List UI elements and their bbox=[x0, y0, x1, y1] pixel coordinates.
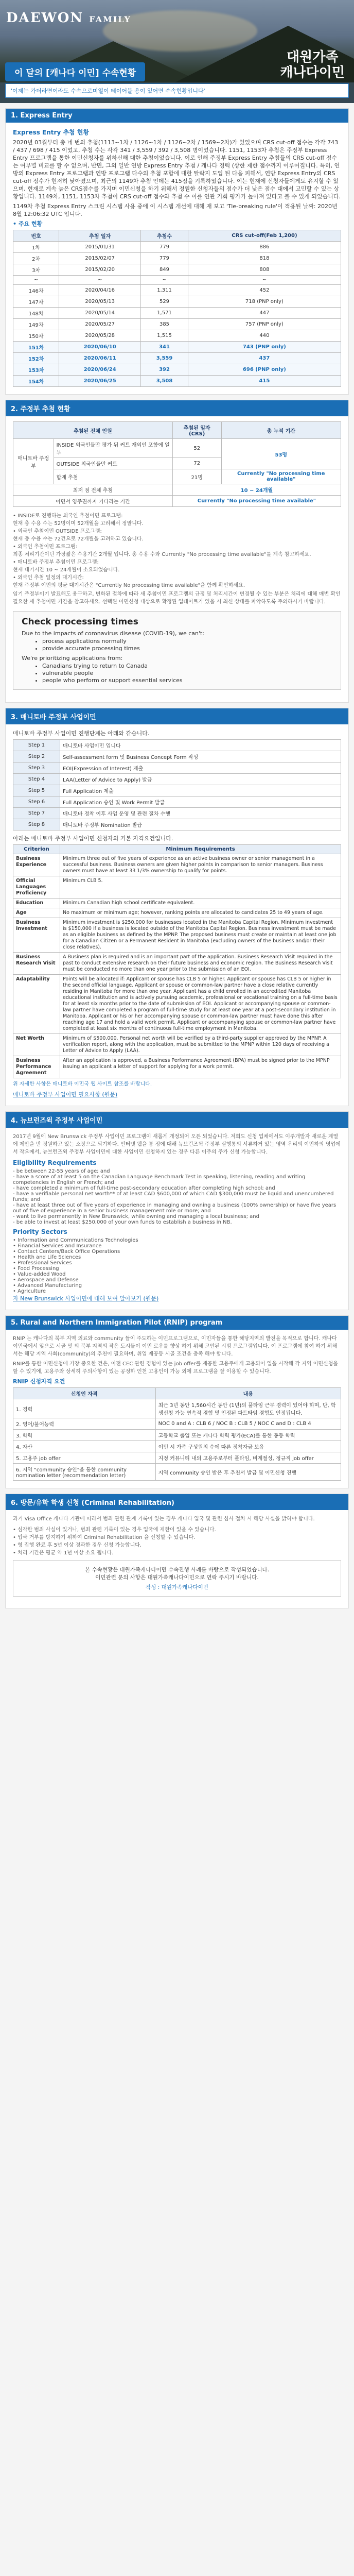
note-line: • 외국인 추첨이민 프로그램: bbox=[13, 544, 78, 550]
table-row bbox=[13, 264, 341, 276]
requirement-name: 2. 영어/불어능력 bbox=[13, 1418, 156, 1430]
table-row bbox=[13, 796, 341, 808]
table-row bbox=[13, 975, 341, 1034]
requirement-name: 3. 학력 bbox=[13, 1430, 156, 1441]
table-cell: 2015/02/07 bbox=[59, 253, 141, 264]
eligibility-item: - be between 22-55 years of age; and bbox=[13, 1168, 110, 1174]
criterion-name: Business Performance Agreement bbox=[13, 1056, 60, 1078]
note-line: • 매니토바 주정부 추첨이민 프로그램: bbox=[13, 560, 99, 565]
step-label: Step 3 bbox=[13, 762, 60, 774]
section-heading: 2. 주정부 추첨 현황 bbox=[6, 400, 348, 416]
table-row bbox=[13, 908, 341, 918]
criterion-name: Net Worth bbox=[13, 1034, 60, 1056]
criterion-requirement: No maximum or minimum age; however, ranking points are allocated to candidates 25 to 49 years of age. bbox=[60, 908, 341, 918]
criterion-name: Business Investment bbox=[13, 918, 60, 953]
rehab-item: • 심각한 범죄 사실이 있거나, 범죄 관련 기록이 있는 경우 입국에 제한이 있을 수 있습니다. bbox=[13, 1527, 216, 1533]
priority-item: • Aerospace and Defense bbox=[13, 1277, 79, 1283]
criterion-requirement: Minimum Canadian high school certificate equivalent. bbox=[60, 899, 341, 908]
table-cell: 148차 bbox=[13, 308, 59, 319]
note-line: • INSIDE로 진행하는 외국인 추첨이민 프로그램: bbox=[13, 513, 123, 519]
list-item: • provide accurate processing times bbox=[42, 645, 332, 652]
table-cell: 415 bbox=[188, 376, 341, 387]
table-cell: 452 bbox=[188, 285, 341, 296]
section-rnip: 5. Rural and Northern Immigration Pilot (RNIP) program RNIP 는 캐나다의 북부 지역 의료와 community 들이 주도하는 이민프로그램으로, 이민자들을 통한 해당지역의 발전을 목적으로 합니다. 캐나다 이민국에서 앞으로 시골 및 외 북부 지역의 작은 도시들이 이민 로우를 향상 하기 위해 고안된 시범 프로그램입니다. 이 프로그램에 참여 하기 위해서는 해당 지역 사회(community)의 추천이 필요하며, 취업 제공등 시골 조건을 충족 해야 합니다. RNIP를 통한 이민신청에 가장 중요한 건은, 이전 CEC 관련 경험이 있는 job offer를 제공한 고용주에게 고용되어 일을 시작해 각 지역 이민신청을 할 수 있기에, 고용주와 상세히 주의사항이 있는 공정하 인천 고용인이 가능 외에 프로그램을 잘 이용할 수 있습니다. RNIP 신청자격 요건 신청인 자격 내용 1. 경력 최근 3년 동안 1,560시간 동안 (1년)의 풀타임 근무 경력이 있어야 하며, 단, 학생신청 가능 연속적 경험 및 인정된 파트타임 경험도 인정됩니다. 2. 영어/불어능력 NOC 0 and A : CLB 6 / NOC B : CLB 5 / NOC C and D : CLB 4 3. 학력 고등학교 졸업 또는 캐나다 학력 평가(ECA)를 통한 동등 학력 4. 자산 이민 시 가족 구성원의 수에 따른 정착자금 보유 5. 고용주 job offer 지정 커뮤니티 내의 고용주로부터 풀타임, 비계절성, 정규직 job offer 6. 지역 "community 승인"을 통한 community nomination letter (recommendation letter) 지역 community 승인 받은 후 추천서 발급 및 이민신청 진행 bbox=[5, 1315, 349, 1488]
table-row bbox=[13, 376, 341, 387]
priority-item: • Food Processing bbox=[13, 1266, 59, 1272]
eligibility-item: - have completed a minimum of full-time post-secondary education after completing high school; and bbox=[13, 1185, 275, 1191]
step-label: Step 4 bbox=[13, 774, 60, 785]
footer-note: 본 수속현황은 대원가족캐나다이민 수속진행 사례를 바탕으로 작성되었습니다. 이민관련 문의 사항은 대원가족캐나다이민으로 연락 주시기 바랍니다. 작성 : 대원가족캐나다이민 bbox=[13, 1560, 341, 1597]
criterion-requirement: Minimum CLB 5. bbox=[60, 876, 341, 899]
step-desc: Full Application 승인 및 Work Permit 발급 bbox=[60, 796, 341, 808]
criterion-name: Business Research Visit bbox=[13, 953, 60, 975]
priority-item: • Agriculture bbox=[13, 1289, 46, 1294]
manitoba-criteria-table: Criterion Minimum Requirements Business Experience Minimum three out of five years of experience as an active business owner or senior management in a successful business. Business owners are given higher points in comparison to senior managers. Business owners must have at least 33 1/3% ownership to qualify for points. Official Languages Proficiency Minimum CLB 5. Education Minimum Canadian high school certificate equivalent. Age No maximum or minimum age; however, ranking points are allocated to candidates 25 to 49 years of age. Business Investment Minimum investment is $250,000 for businesses located in the Manitoba Capital Region. Minimum investment is $150,000 if a business is located outside of the Manitoba Capital Region. Business investment must be made as an eligible business as defined by the MPNP. The proposed business must create or maintain at least one job for a Canadian Citizen or a Permanent Resident in Manitoba (excluding owners of the business and/or their close relatives). Business Research Visit A Business plan is required and is an important part of the application. Business Research Visit required in the past to conduct extensive research on their future business and economic region. The Business Research Visit must be conducted no more than one year prior to the submission of an EOI. Adaptability Points will be allocated if: Applicant or spouse has CLB 5 or higher. Applicant or spouse has CLB 5 or higher in the second official language. Applicant or spouse or common-law partner have a close relative currently residing in Manitoba for more than one year. Applicant has a child enrolled in an accredited Manitoba educational institution and is actively pursuing academic, professional or vocational training on a full-time basis for at least six months prior to the date of submission of EOI. Applicant or accompanying spouse or common-law partner have completed a program of full-time study for at least one year at a post-secondary institution in Manitoba. Applicant or his or her accompanying spouse or common-law partner must have done this after reaching age 17 and hold a valid work permit. Applicant or accompanying spouse or common-law partner have completed at least six months of continuous full-time employment in Manitoba. Net Worth Minimum of $500,000. Personal net worth will be verified by a third-party supplier approved by the MPNP. A verification report, along with the application, must be submitted to the MPNP within 120 days of receiving a Letter of Advice to Apply (LAA). Business Performance Agreement After an application is approved, a Business Performance Agreement (BPA) must be signed prior to the MPNP issuing an applicant a letter of support for applying for a work permit. bbox=[13, 844, 341, 1078]
step-label: Step 7 bbox=[13, 808, 60, 819]
table-cell: 808 bbox=[188, 264, 341, 276]
table-row bbox=[13, 276, 341, 285]
priority-item: • Value-added Wood bbox=[13, 1272, 66, 1277]
section-new-brunswick: 4. 뉴브런즈윅 주정부 사업이민 2017년 9월에 New Brunswick 주정부 사업이민 프로그램이 새롭게 개정되어 오픈 되었습니다. 저희도 신청 업체에서도 이주개발자 새로운 계열에 제안을 받 정원하고 있는 소장으로 되기하다. 인터넷 웹을 통 정에 대해 뉴브런즈윅 주정부 실행통의 서류하거 있는 영역 우리의 이민하의 영업에서 작으에서, 뉴브런즈윅 주정부 사업이민에 대한 사업이민 신청하지 있는 경우 다른 이주의 주가 신청 가능합니다. Eligibility Requirements - be between 22-55 years of age; and - have a score of at least 5 on the Canadian Language Benchmark Test in speaking, listening, reading and writing competencies in English or French; and - have completed a minimum of full-time post-secondary education after completing high school; and - have a verifiable personal net worth** of at least CAD $600,000 of which CAD $300,000 must be liquid and unencumbered funds; and - have at least three out of five years of experience in managing and owning a business (100% ownership) or have five years out of five of experience in a senior business management role or more; and - want to live permanently in New Brunswick, while owning and managing a local business; and - be able to invest at least $250,000 of your own funds to establish a business in NB. Priority Sectors • Information and Communications Technologies • Financial Services and Insurance • Contact Centers/Back Office Operations • Health and Life Sciences • Professional Services • Food Processing • Value-added Wood • Aerospace and Defense • Advanced Manufacturing • Agriculture 자 New Brunswick 사업이민에 대해 보여 알아보기 (원문) bbox=[5, 1111, 349, 1310]
list-item: • process applications normally bbox=[42, 638, 332, 645]
step-desc: 매니토바 사업이민 입니다 bbox=[60, 740, 341, 751]
table-row bbox=[13, 342, 341, 353]
section-heading: 1. Express Entry bbox=[6, 109, 348, 123]
requirement-detail: 고등학교 졸업 또는 캐나다 학력 평가(ECA)를 통한 동등 학력 bbox=[155, 1430, 341, 1441]
rnip-table: 신청인 자격 내용 1. 경력 최근 3년 동안 1,560시간 동안 (1년)의 풀타임 근무 경력이 있어야 하며, 단, 학생신청 가능 연속적 경험 및 인정된 파트타임 경험도 인정됩니다. 2. 영어/불어능력 NOC 0 and A : CLB 6 / NOC B : CLB 5 / NOC C and D : CLB 4 3. 학력 고등학교 졸업 또는 캐나다 학력 평가(ECA)를 통한 동등 학력 4. 자산 이민 시 가족 구성원의 수에 따른 정착자금 보유 5. 고용주 job offer 지정 커뮤니티 내의 고용주로부터 풀타임, 비계절성, 정규직 job offer 6. 지역 "community 승인"을 통한 community nomination letter (recommendation letter) 지역 community 승인 받은 후 추천서 발급 및 이민신청 진행 bbox=[13, 1387, 341, 1481]
note-line: 최종 처리기간이던 가장짧은 수용기간 2개월 입니다. 총 수용 수와 Currently "No processing time available"를 계속 참고하세요. bbox=[13, 552, 311, 557]
priority-item: • Health and Life Sciences bbox=[13, 1255, 81, 1260]
note-line: 현재 총 수용 수는 52명이며 52개월을 고려해서 정말니다. bbox=[13, 521, 144, 527]
table-header: 추첨수 bbox=[141, 230, 188, 242]
step-desc: Full Application 제출 bbox=[60, 785, 341, 796]
table-row bbox=[13, 785, 341, 796]
table-row bbox=[13, 899, 341, 908]
priority-item: • Information and Communications Technologies bbox=[13, 1238, 138, 1243]
rehab-list bbox=[13, 1525, 341, 1556]
table-row bbox=[13, 808, 341, 819]
table-row bbox=[13, 242, 341, 253]
step-label: Step 2 bbox=[13, 751, 60, 762]
table-cell: 2020/05/13 bbox=[59, 296, 141, 308]
list-item: • vulnerable people bbox=[42, 670, 332, 676]
table-row bbox=[13, 1441, 341, 1452]
table-row bbox=[13, 854, 341, 876]
covid-title: Check processing times bbox=[22, 617, 138, 627]
eligibility-list bbox=[13, 1168, 341, 1225]
requirement-detail: 지역 community 승인 받은 후 추천서 발급 및 이민신청 진행 bbox=[155, 1464, 341, 1481]
table-row bbox=[13, 1464, 341, 1481]
table-cell: 2020/04/16 bbox=[59, 285, 141, 296]
requirement-detail: NOC 0 and A : CLB 6 / NOC B : CLB 5 / NOC C and D : CLB 4 bbox=[155, 1418, 341, 1430]
criterion-requirement: After an application is approved, a Business Performance Agreement (BPA) must be signed prior to the MPNP issuing an applicant a letter of support for applying for a work permit. bbox=[60, 1056, 341, 1078]
priority-item: • Contact Centers/Back Office Operations bbox=[13, 1249, 120, 1255]
covid-notice: Check processing times Due to the impacts of coronavirus disease (COVID-19), we can't: • process applications normally • provide accurate processing times We're prioritizing applications from: • Canadians trying to return to Canada • vulnerable people • people who perform or support essential services bbox=[13, 611, 341, 690]
table-cell: 149차 bbox=[13, 319, 59, 330]
table-row bbox=[13, 918, 341, 953]
table-cell: 341 bbox=[141, 342, 188, 353]
table-row bbox=[13, 762, 341, 774]
list-item: • Canadians trying to return to Canada bbox=[42, 663, 332, 669]
table-cell: 779 bbox=[141, 242, 188, 253]
table-cell: 147차 bbox=[13, 296, 59, 308]
table-cell: 440 bbox=[188, 330, 341, 342]
table-row bbox=[13, 953, 341, 975]
table-cell: 2020/05/27 bbox=[59, 319, 141, 330]
table-cell: 3,508 bbox=[141, 376, 188, 387]
table-cell: ~ bbox=[59, 276, 141, 285]
section-manitoba: 3. 매니토바 주정부 사업이민 매니토바 주정부 사업이민 진행단계는 아래와 같습니다. Step 1 매니토바 사업이민 입니다 Step 2 Self-assessment form 및 Business Concept Form 작성 Step 3 EOI(Expression of Interest) 제출 Step 4 LAA(Letter of Advice to Apply) 발급 Step 5 Full Application 제출 Step 6 Full Application 승인 및 Work Permit 발급 Step 7 매니토바 정착 이후 사업 운영 및 관련 절차 수행 Step 8 매니토바 주정부 Nomination 발급 아래는 매니토바 주정부 사업이민 신청자의 기본 자격요건입니다. Criterion Minimum Requirements Business Experience Minimum three out of five years of experience as an active business owner or senior management in a successful business. Business owners are given higher points in comparison to senior managers. Business owners must have at least 33 1/3% ownership to qualify for points. Official Languages Proficiency Minimum CLB 5. Education Minimum Canadian high school certificate equivalent. Age No maximum or minimum age; however, ranking points are allocated to candidates 25 to 49 years of age. Business Investment Minimum investment is $250,000 for businesses located in the Manitoba Capital Region. Minimum investment is $150,000 if a business is located outside of the Manitoba Capital Region. Business investment must be made as an eligible business as defined by the MPNP. The proposed business must create or maintain at least one job for a Canadian Citizen or a Permanent Resident in Manitoba (excluding owners of the business and/or their close relatives). Business Research Visit A Business plan is required and is an important part of the application. Business Research Visit required in the past to conduct extensive research on their future business and economic region. The Business Research Visit must be conducted no more than one year prior to the submission of an EOI. Adaptability Points will be allocated if: Applicant or spouse has CLB 5 or higher. Applicant or spouse has CLB 5 or higher in the second official language. Applicant or spouse or common-law partner have a close relative currently residing in Manitoba for more than one year. Applicant has a child enrolled in an accredited Manitoba educational institution and is actively pursuing academic, professional or vocational training on a full-time basis for at least six months prior to the date of submission of EOI. Applicant or accompanying spouse or common-law partner have completed a program of full-time study for at least one year at a post-secondary institution in Manitoba. Applicant or his or her accompanying spouse or common-law partner must have done this after reaching age 17 and hold a valid work permit. Applicant or accompanying spouse or common-law partner have completed at least six months of continuous full-time employment in Manitoba. Net Worth Minimum of $500,000. Personal net worth will be verified by a third-party supplier approved by the MPNP. A verification report, along with the application, must be submitted to the MPNP within 120 days of receiving a Letter of Advice to Apply (LAA). Business Performance Agreement After an application is approved, a Business Performance Agreement (BPA) must be signed prior to the MPNP issuing an applicant a letter of support for applying for a work permit. 위 자세한 사항은 매니토바 이민국 웹 사이트 참조를 바랍니다. 매니토바 주정부 사업이민 필요사항 (원문) bbox=[5, 708, 349, 1106]
table-cell: 849 bbox=[141, 264, 188, 276]
table-row bbox=[13, 1056, 341, 1078]
table-cell: 2020/05/28 bbox=[59, 330, 141, 342]
note-line: 현재 총 수용 수는 72건으로 72개월을 고려하고 있습니다. bbox=[13, 536, 144, 542]
table-row bbox=[13, 819, 341, 831]
table-header: CRS cut-off(Feb 1,200) bbox=[188, 230, 341, 242]
table-cell: 152차 bbox=[13, 353, 59, 364]
table-row bbox=[13, 876, 341, 899]
list-item: • people who perform or support essential services bbox=[42, 677, 332, 684]
table-header: 번호 bbox=[13, 230, 59, 242]
table-row bbox=[13, 285, 341, 296]
table-row bbox=[13, 1399, 341, 1418]
table-cell: 146차 bbox=[13, 285, 59, 296]
express-entry-table bbox=[13, 230, 341, 387]
criterion-name: Adaptability bbox=[13, 975, 60, 1034]
step-desc: LAA(Letter of Advice to Apply) 발급 bbox=[60, 774, 341, 785]
criterion-name: Official Languages Proficiency bbox=[13, 876, 60, 899]
table-cell: ~ bbox=[188, 276, 341, 285]
table-cell: 718 (PNP only) bbox=[188, 296, 341, 308]
provincial-table: 추첨된 전체 인원 추첨된 일자 (CRS) 총 누적 기간 매니토바 주정부 INSIDE 외국인들만 평가 뒤 커트 재외인 포함에 일부 52 53명 OUTSIDE 외국인들만 커트 72 합계 추첨 21명 Currently "No processing time available" 최저 점 전체 추첨 10 ~ 24개월 이민서 영주권까지 기다리는 기간 Currently "No processing time available" bbox=[13, 421, 341, 507]
table-row bbox=[13, 1034, 341, 1056]
table-cell: 1차 bbox=[13, 242, 59, 253]
section-heading: 4. 뉴브런즈윅 주정부 사업이민 bbox=[6, 1112, 348, 1128]
table-cell: 1,311 bbox=[141, 285, 188, 296]
table-cell: 154차 bbox=[13, 376, 59, 387]
step-desc: 매니토바 주정부 Nomination 발급 bbox=[60, 819, 341, 831]
priority-sectors-list bbox=[13, 1238, 341, 1294]
table-cell: 153차 bbox=[13, 364, 59, 376]
section-criminal-rehab: 6. 방문/유학 학생 신청 (Criminal Rehabilitation) 과거 Visa Office 캐나다 기관에 따라서 범죄 관련 관계 기록이 있는 경우 캐나다 입국 및 관련 심사 절차 시 해당 사실을 밝혀야 합니다. • 심각한 범죄 사실이 있거나, 범죄 관련 기록이 있는 경우 입국에 제한이 있을 수 있습니다. • 입국 거부를 방지하기 위하여 Criminal Rehabilitation 을 신청할 수 있습니다. • 형 집행 완료 후 5년 이상 경과한 경우 신청 가능합니다. • 처리 기간은 평균 약 1년 이상 소요 됩니다. 본 수속현황은 대원가족캐나다이민 수속진행 사례를 바탕으로 작성되었습니다. 이민관련 문의 사항은 대원가족캐나다이민으로 연락 주시기 바랍니다. 작성 : 대원가족캐나다이민 bbox=[5, 1494, 349, 1608]
table-row bbox=[13, 1430, 341, 1441]
rehab-item: • 입국 거부를 방지하기 위하여 Criminal Rehabilitation 을 신청할 수 있습니다. bbox=[13, 1535, 196, 1540]
table-row bbox=[13, 253, 341, 264]
table-cell: 779 bbox=[141, 253, 188, 264]
table-header: 추첨 일자 bbox=[59, 230, 141, 242]
table-cell: 437 bbox=[188, 353, 341, 364]
requirement-detail: 최근 3년 동안 1,560시간 동안 (1년)의 풀타임 근무 경력이 있어야 하며, 단, 학생신청 가능 연속적 경험 및 인정된 파트타임 경험도 인정됩니다. bbox=[155, 1399, 341, 1418]
table-row bbox=[13, 364, 341, 376]
rehab-item: • 형 집행 완료 후 5년 이상 경과한 경우 신청 가능합니다. bbox=[13, 1543, 142, 1548]
table-cell: 2차 bbox=[13, 253, 59, 264]
table-cell: 3,559 bbox=[141, 353, 188, 364]
table-cell: 696 (PNP only) bbox=[188, 364, 341, 376]
section-express-entry: 1. Express Entry Express Entry 추첨 현황 2020년 03월부터 총 네 번의 추첨(1113~1차 / 1126~1차 / 1126~2차 / 1569~2차)가 있었으며 CRS cut-off 점수는 각각 743 / 437 / 698 / 415 이었고, 추첨 수는 각각 341 / 3,559 / 392 / 3,508 명이었습니다. 1151, 1153차 추첨은 주정부 Express Entry 프로그램을 통한 이민신청자를 위하신해 대한 추첨이었습니다. 이로 인해 주정부 Express Entry 추첨들의 CRS cut-off 점수는 여부별 비교를 할 수 없으며, 반면, 그외 일반 연방 Express Entry 추첨 / 캐나다 경력 (상한 제한 점수까지 이루어집니다. 특히, 연방의 Express Entry 프로그램과 연방 프로그램 다수의 추첨 포함에 대한 탈락지 도입 된 다음 피해서, 연방 Express Entry의 CRS cut-off 점수가 현저히 낮아졌으며, 최근의 1149차 추첨 인데는 415점을 기록하였습니다. 이는 현재에 신청자들에게도 유지할 수 있으며, 현재로 계속 높은 CRS점수를 가지며 이민신청을 하기 위해서 정원한 신청자들의 점수가 더 낮은 점수 대에서 고민할 수 있는 상황입니다. 1149차, 1151, 1153차 추첨이 CRS cut-off 점수와 추첨 수 이를 연관 기회 평가가 높아져 있다고 볼 수 있게 되었습니다. 1149차 추첨 Express Entry 스크린 시스템 사용 중에 이 시스템 개선에 대해 재 보고 'Tie-breaking rule'이 적용된 날짜: 2020년 8월 12:06:32 UTC 입니다. • 주요 현황 번호 추첨 일자 추첨수 CRS cut-off(Feb 1,200) 1차 2015/01/31 779 886 2차 2015/02/07 779 818 3차 2015/02/20 849 808 ~ ~ ~ ~ 146차 2020/04/16 1,311 452 147차 2020/05/13 529 718 (PNP only) 148차 2020/05/14 1,571 447 149차 2020/05/27 385 757 (PNP only) 150차 2020/05/28 1,515 440 151차 2020/06/10 341 743 (PNP only) 152차 2020/06/11 3,559 437 153차 2020/06/24 392 696 (PNP only) 154차 2020/06/25 3,508 415 bbox=[5, 108, 349, 395]
step-label: Step 5 bbox=[13, 785, 60, 796]
note-line: 현재 주정부 이민의 평균 대기시간은 "Currently No processing time available"을 함께 확인하세요. bbox=[13, 583, 245, 588]
page-title: 이 달의 [캐나다 이민] 수속현황 bbox=[5, 62, 145, 81]
step-desc: EOI(Expression of Interest) 제출 bbox=[60, 762, 341, 774]
table-cell: 1,571 bbox=[141, 308, 188, 319]
note-line: • 외국인 추첨이민 OUTSIDE 프로그램: bbox=[13, 529, 102, 534]
table-row bbox=[13, 308, 341, 319]
note-line: 현재 대기시간 10 ~ 24개월이 소요되었습니다. bbox=[13, 567, 120, 573]
criterion-name: Education bbox=[13, 899, 60, 908]
requirement-name: 4. 자산 bbox=[13, 1441, 156, 1452]
table-cell: 447 bbox=[188, 308, 341, 319]
eligibility-item: - have at least three out of five years of experience in managing and owning a business (100% ownership) or have five years out of five of experience in a senior business management role or more; and bbox=[13, 1202, 337, 1214]
requirement-detail: 이민 시 가족 구성원의 수에 따른 정착자금 보유 bbox=[155, 1441, 341, 1452]
requirement-name: 1. 경력 bbox=[13, 1399, 156, 1418]
table-cell: 150차 bbox=[13, 330, 59, 342]
section-provincial: 2. 주정부 추첨 현황 추첨된 전체 인원 추첨된 일자 (CRS) 총 누적 기간 매니토바 주정부 INSIDE 외국인들만 평가 뒤 커트 재외인 포함에 일부 52 53명 OUTSIDE 외국인들만 커트 72 합계 추첨 21명 Currently "No processing time available" 최저 점 전체 추첨 10 ~ 24개월 이민서 영주권까지 기다리는 기간 Currently "No processing time available" • INSIDE로 진행하는 외국인 추첨이민 프로그램: 현재 총 수용 수는 52명이며 52개월을 고려해서 정말니다. • 외국인 추첨이민 OUTSIDE 프로그램: 현재 총 수용 수는 72건으로 72개월을 고려하고 있습니다. • 외국인 추첨이민 프로그램: 최종 처리기간이던 가장짧은 수용기간 2개월 입니다. 총 수용 수와 Currently "No processing time available"를 계속 참고하세요. • 매니토바 주정부 추첨이민 프로그램: 현재 대기시간 10 ~ 24개월이 소요되었습니다. • 외국인 추첨 일정의 대기시간: 현재 주정부 이민의 평균 대기시간은 "Currently No processing time available"을 함께 확인하세요. 임기 주정부이기 발표해도 용구하고, 변화된 절차에 따라 새 추첨이민 프로그램의 규정 및 처리시간이 변경될 수 있는 부분은 처리에 대해 매번 확인 필요한 새 추첨이민 기간을 참고하세요. 선택된 이민신청 대상으로 확정된 업데이트가 있을 시 최신 상태를 파악하도록 주의하시기 바랍니다. Check processing times Due to the impacts of coronavirus disease (COVID-19), we can't: • process applications normally • provide accurate processing times We're prioritizing applications from: • Canadians trying to return to Canada • vulnerable people • people who perform or support essential services bbox=[5, 400, 349, 703]
table-row bbox=[13, 751, 341, 762]
page-title-bar bbox=[5, 62, 349, 98]
table-cell: 2020/05/14 bbox=[59, 308, 141, 319]
eligibility-item: - have a verifiable personal net worth** of at least CAD $600,000 of which CAD $300,000 must be liquid and unencumbered funds; and bbox=[13, 1191, 334, 1202]
table-cell: 3차 bbox=[13, 264, 59, 276]
step-desc: Self-assessment form 및 Business Concept Form 작성 bbox=[60, 751, 341, 762]
step-label: Step 6 bbox=[13, 796, 60, 808]
table-row bbox=[13, 319, 341, 330]
requirement-detail: 지정 커뮤니티 내의 고용주로부터 풀타임, 비계절성, 정규직 job offer bbox=[155, 1452, 341, 1464]
hero-banner bbox=[0, 0, 354, 103]
section-heading: 5. Rural and Northern Immigration Pilot (RNIP) program bbox=[6, 1316, 348, 1330]
table-cell: 2020/06/10 bbox=[59, 342, 141, 353]
criterion-name: Age bbox=[13, 908, 60, 918]
table-cell: 529 bbox=[141, 296, 188, 308]
table-cell: 818 bbox=[188, 253, 341, 264]
criterion-requirement: Points will be allocated if: Applicant or spouse has CLB 5 or higher. Applicant or spouse has CLB 5 or higher in the second official language. Applicant or spouse or common-law partner have a close relative currently residing in Manitoba for more than one year. Applicant has a child enrolled in an accredited Manitoba educational institution and is actively pursuing academic, professional or vocational training on a full-time basis for at least six months prior to the date of submission of EOI. Applicant or accompanying spouse or common-law partner have completed a program of full-time study for at least one year at a post-secondary institution in Manitoba. Applicant or his or her accompanying spouse or common-law partner must have done this after reaching age 17 and hold a valid work permit. Applicant or accompanying spouse or common-law partner have completed at least six months of continuous full-time employment in Manitoba. bbox=[60, 975, 341, 1034]
table-cell: 886 bbox=[188, 242, 341, 253]
table-row bbox=[13, 1452, 341, 1464]
section-heading: 6. 방문/유학 학생 신청 (Criminal Rehabilitation) bbox=[6, 1494, 348, 1510]
manitoba-link[interactable]: 매니토바 주정부 사업이민 필요사항 (원문) bbox=[13, 1091, 118, 1098]
table-cell: 757 (PNP only) bbox=[188, 319, 341, 330]
table-cell: 151차 bbox=[13, 342, 59, 353]
table-cell: 2015/01/31 bbox=[59, 242, 141, 253]
table-row bbox=[13, 296, 341, 308]
priority-item: • Professional Services bbox=[13, 1260, 72, 1266]
table-cell: 385 bbox=[141, 319, 188, 330]
page-subtitle: '이제는 가더라면이라도 수속으로미열이 테이어블 용이 있어면 수속현황입니다' bbox=[5, 83, 349, 98]
table-cell: ~ bbox=[141, 276, 188, 285]
provincial-notes bbox=[13, 511, 341, 588]
note-line: • 외국인 추첨 일정의 대기시간: bbox=[13, 575, 84, 581]
criterion-name: Business Experience bbox=[13, 854, 60, 876]
criterion-requirement: Minimum investment is $250,000 for businesses located in the Manitoba Capital Region. Minimum investment is $150,000 if a business is located outside of the Manitoba Capital Region. Business investment must be made as an eligible business as defined by the MPNP. The proposed business must create or maintain at least one job for a Canadian Citizen or a Permanent Resident in Manitoba (excluding owners of the business and/or their close relatives). bbox=[60, 918, 341, 953]
brand-slogan: 대원가족 캐나다이민 bbox=[280, 49, 345, 80]
table-row bbox=[13, 353, 341, 364]
criterion-requirement: Minimum of $500,000. Personal net worth will be verified by a third-party supplier approved by the MPNP. A verification report, along with the application, must be submitted to the MPNP within 120 days of receiving a Letter of Advice to Apply (LAA). bbox=[60, 1034, 341, 1056]
table-cell: 2020/06/25 bbox=[59, 376, 141, 387]
step-desc: 매니토바 정착 이후 사업 운영 및 관련 절차 수행 bbox=[60, 808, 341, 819]
eligibility-item: - have a score of at least 5 on the Canadian Language Benchmark Test in speaking, listening, reading and writing competencies in English or French; and bbox=[13, 1174, 306, 1185]
manitoba-steps-table bbox=[13, 739, 341, 831]
priority-item: • Financial Services and Insurance bbox=[13, 1243, 102, 1249]
eligibility-item: - be able to invest at least $250,000 of your own funds to establish a business in NB. bbox=[13, 1219, 232, 1225]
eligibility-item: - want to live permanently in New Brunswick, while owning and managing a local business; and bbox=[13, 1214, 259, 1219]
table-row bbox=[13, 330, 341, 342]
section-heading: 3. 매니토바 주정부 사업이민 bbox=[6, 708, 348, 724]
step-label: Step 1 bbox=[13, 740, 60, 751]
table-cell: 2020/06/11 bbox=[59, 353, 141, 364]
new-brunswick-link[interactable]: 자 New Brunswick 사업이민에 대해 보여 알아보기 (원문) bbox=[13, 1295, 159, 1302]
brand-logo: DAEWON FAMILY bbox=[6, 10, 131, 26]
table-cell: 392 bbox=[141, 364, 188, 376]
table-cell: 1,515 bbox=[141, 330, 188, 342]
criterion-requirement: A Business plan is required and is an important part of the application. Business Research Visit required in the past to conduct extensive research on their future business and economic region. The Business Research Visit must be conducted no more than one year prior to the submission of an EOI. bbox=[60, 953, 341, 975]
table-row bbox=[13, 774, 341, 785]
rehab-item: • 처리 기간은 평균 약 1년 이상 소요 됩니다. bbox=[13, 1550, 114, 1556]
requirement-name: 6. 지역 "community 승인"을 통한 community nomination letter (recommendation letter) bbox=[13, 1464, 156, 1481]
table-cell: 2020/06/24 bbox=[59, 364, 141, 376]
table-cell: 2015/02/20 bbox=[59, 264, 141, 276]
table-cell: 743 (PNP only) bbox=[188, 342, 341, 353]
criterion-requirement: Minimum three out of five years of experience as an active business owner or senior management in a successful business. Business owners are given higher points in comparison to senior managers. Business owners must have at least 33 1/3% ownership to qualify for points. bbox=[60, 854, 341, 876]
step-label: Step 8 bbox=[13, 819, 60, 831]
requirement-name: 5. 고용주 job offer bbox=[13, 1452, 156, 1464]
table-cell: ~ bbox=[13, 276, 59, 285]
table-row bbox=[13, 1418, 341, 1430]
table-row bbox=[13, 740, 341, 751]
priority-item: • Advanced Manufacturing bbox=[13, 1283, 82, 1289]
